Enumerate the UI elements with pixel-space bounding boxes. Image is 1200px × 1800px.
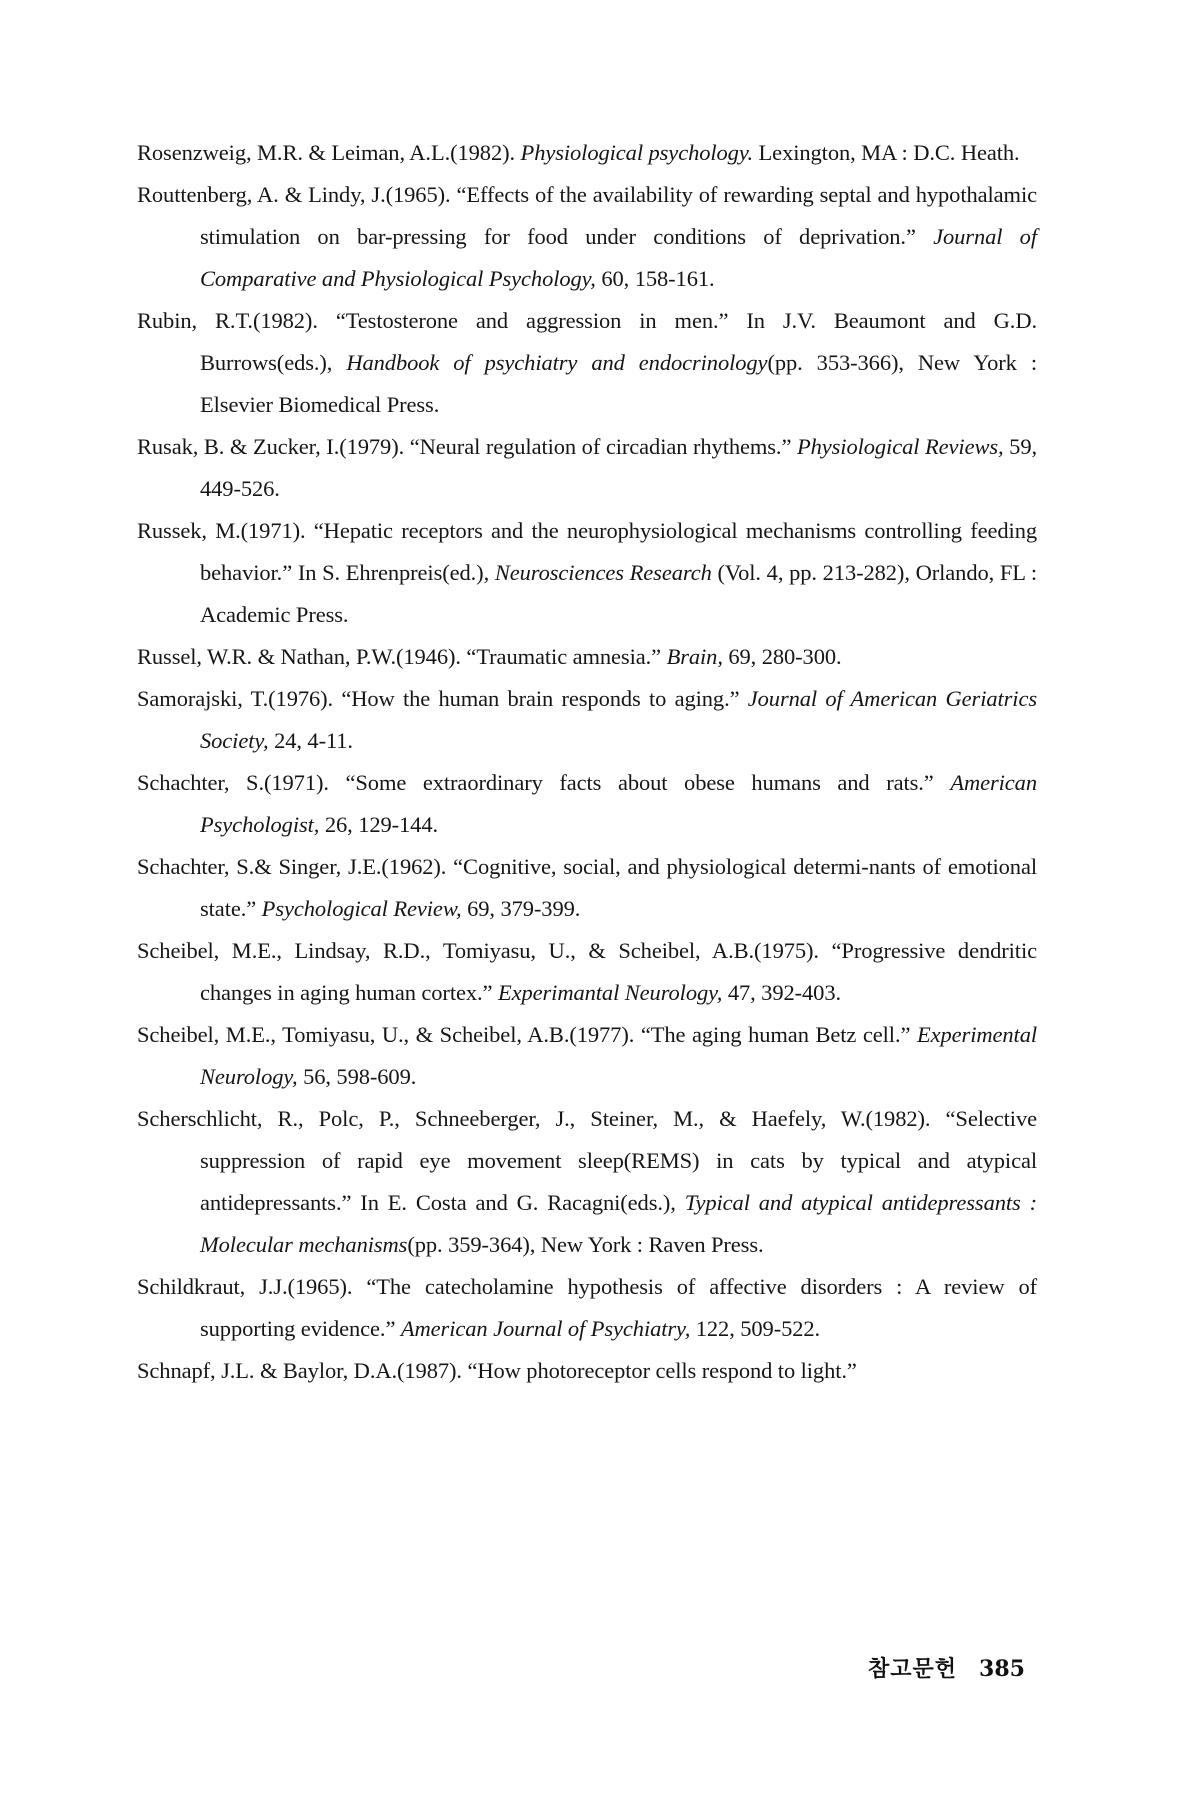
reference-text: (pp. 359-364), New York : Raven Press.	[407, 1232, 764, 1257]
reference-entry	[137, 132, 1037, 174]
reference-text: Russel, W.R. & Nathan, P.W.(1946). “Traumatic amnesia.”	[137, 644, 667, 669]
reference-source-title: Handbook of psychiatry and endocrinology	[346, 350, 768, 375]
reference-source-title: Typical and atypical antidepressants : Molecular mechanisms	[200, 1190, 1037, 1257]
reference-text: 60, 158-161.	[595, 266, 715, 291]
reference-text: Lexington, MA : D.C. Heath.	[753, 140, 1020, 165]
reference-text: 69, 280-300.	[722, 644, 842, 669]
reference-entry	[137, 1266, 1037, 1350]
reference-source-title: American Psychologist,	[200, 770, 1037, 837]
reference-text: Schachter, S.(1971). “Some extraordinary facts about obese humans and rats.”	[137, 770, 951, 795]
reference-text: 24, 4-11.	[268, 728, 353, 753]
reference-text: 59, 449-526.	[200, 434, 1038, 501]
footer-section-title: 참고문헌	[868, 1657, 958, 1682]
reference-entry	[137, 636, 1037, 678]
reference-text: (Vol. 4, pp. 213-282), Orlando, FL : Academic Press.	[200, 560, 1037, 627]
reference-source-title: Physiological psychology.	[520, 140, 754, 165]
reference-entry	[137, 174, 1037, 300]
reference-source-title: Journal of American Geriatrics Society,	[200, 686, 1037, 753]
reference-text: (pp. 353-366), New York : Elsevier Biomedical Press.	[200, 350, 1037, 417]
reference-text: 122, 509-522.	[690, 1316, 821, 1341]
reference-text: Routtenberg, A. & Lindy, J.(1965). “Effects of the availability of rewarding septal and hypothalamic stimulation on bar-pressing for food under conditions of deprivation.”	[137, 182, 1037, 249]
reference-source-title: Physiological Reviews,	[796, 434, 1004, 459]
reference-source-title: American Journal of Psychiatry,	[400, 1316, 691, 1341]
reference-entry	[137, 426, 1037, 510]
reference-source-title: Experimental Neurology,	[200, 1022, 1037, 1089]
reference-text: Rusak, B. & Zucker, I.(1979). “Neural regulation of circadian rhythems.”	[137, 434, 797, 459]
reference-text: 56, 598-609.	[297, 1064, 417, 1089]
reference-entry	[137, 300, 1037, 426]
reference-entry	[137, 762, 1037, 846]
reference-source-title: Journal of Comparative and Physiological Psychology,	[200, 224, 1037, 291]
reference-text: Scherschlicht, R., Polc, P., Schneeberger, J., Steiner, M., & Haefely, W.(1982). “Selective suppression of rapid eye movement sleep(REMS) in cats by typical and atypical antidepressants.” In E. Costa and G. Racagni(eds.),	[137, 1106, 1037, 1215]
reference-text: 26, 129-144.	[319, 812, 439, 837]
reference-text: Rosenzweig, M.R. & Leiman, A.L.(1982).	[137, 140, 521, 165]
reference-text: Samorajski, T.(1976). “How the human brain responds to aging.”	[137, 686, 748, 711]
reference-text: Scheibel, M.E., Tomiyasu, U., & Scheibel, A.B.(1977). “The aging human Betz cell.”	[137, 1022, 917, 1047]
reference-entry	[137, 1350, 1037, 1392]
reference-entry	[137, 1014, 1037, 1098]
reference-text: Russek, M.(1971). “Hepatic receptors and the neurophysiological mechanisms controlling feeding behavior.” In S. Ehrenpreis(ed.),	[137, 518, 1037, 585]
reference-text: 69, 379-399.	[461, 896, 581, 921]
reference-source-title: Psychological Review,	[261, 896, 462, 921]
page-number: 385	[979, 1656, 1025, 1682]
reference-text: 47, 392-403.	[722, 980, 841, 1005]
reference-source-title: Experimantal Neurology,	[497, 980, 723, 1005]
reference-text: Schildkraut, J.J.(1965). “The catecholamine hypothesis of affective disorders : A review of supporting evidence.”	[137, 1274, 1037, 1341]
reference-text: Rubin, R.T.(1982). “Testosterone and aggression in men.” In J.V. Beaumont and G.D. Burrows(eds.),	[137, 308, 1037, 375]
page-footer	[868, 1652, 1025, 1683]
reference-source-title: Brain,	[666, 644, 723, 669]
reference-source-title: Neurosciences Research	[494, 560, 712, 585]
reference-entry	[137, 846, 1037, 930]
reference-entry	[137, 930, 1037, 1014]
reference-entry	[137, 678, 1037, 762]
reference-entry	[137, 1098, 1037, 1266]
reference-list	[137, 132, 1037, 1392]
reference-text: Schnapf, J.L. & Baylor, D.A.(1987). “How photoreceptor cells respond to light.”	[137, 1358, 857, 1383]
reference-text: Schachter, S.& Singer, J.E.(1962). “Cognitive, social, and physiological determi-nants of emotional state.”	[137, 854, 1037, 921]
reference-entry	[137, 510, 1037, 636]
reference-text: Scheibel, M.E., Lindsay, R.D., Tomiyasu, U., & Scheibel, A.B.(1975). “Progressive dendritic changes in aging human cortex.”	[137, 938, 1037, 1005]
